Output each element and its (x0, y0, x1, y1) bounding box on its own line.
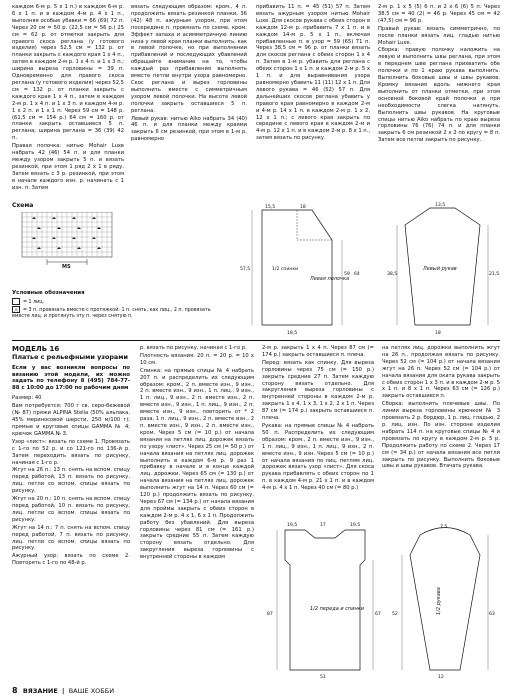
dim-text: 51 (320, 675, 326, 680)
paragraph: на петлях лиц. дорожки выполнить жгут на 26 п., продолжая вязать по рисунку. Через 52 см (= 104 р.) от начала вязания жгут на 26 п. Через 52 см (= 104 р.) от начала вязания для оката рукава закрыть с обеих сторон 1 х 3 п. и в каждом 2-м р. 5 х 1 п. и 8 х 1 п. Через 63 см (= 126 р.) закрыть оставшиеся п. (382, 345, 500, 400)
top-col-4 (378, 4, 500, 145)
left-sleeve-sketch (385, 200, 500, 340)
paragraph: Вам потребуется: 700 г св. серо-бежевой (№ 87) пряжи ALPINA Stella (50% альпака, 45% мериносовой шерсти, 250 м/100 г); прямые и круговые спицы GAMMA № 4; крючок GAMMA № 3. (12, 403, 130, 437)
dim-text: 1/2 спинки (272, 267, 299, 272)
footer-separator: | (62, 687, 65, 695)
dim-text: 7,5 (440, 525, 448, 530)
dim-text: 18 (300, 205, 306, 210)
paragraph: каждом 6-м р. 5 х 1 п.) в каждом 6-м р. 6 х 1 п. и в каждом 4-м р. 4 х 1 п., выполняя особые убавки = 66 (69) 72 п. Через 20 см = 50 р. (22,5 см = 56 р.) 25 см = 62 р. от отметки закрыть для правого скоса реглана (у готового изделия) через 52,5 см = 132 р. от планки закрыть с каждого края 1 х 4 п., затем в каждом 2-м р. 1 х 4 п. и 1 х 3 п.; ширина вырезa горловины = 39 п. Одновременно для правого скоса реглана (у готового изделия) через 52,5 см = 132 р. от планки закрыть с каждого края 1 х 4 п., затем в каждом 2-м р. 1 х 4 п. и 1 х 3 п. и каждом 4-м р. 1 х 2 п. и 1 х 1 п. Через 59 см = 148 р. (61,5 см = 154 р.) 64 см = 160 р. от планки закрыть оставшиеся 5 п. реглана; ширина реглана = 36 (39) 42 п. (12, 4, 124, 142)
dim-text: 19,5 (287, 523, 298, 528)
bottom-col-1 (12, 345, 130, 568)
repeat-label: MS (62, 264, 71, 270)
top-col-3 (256, 4, 370, 143)
paragraph: Перед: вязать как спинку. Для выреза горловины через 75 см (= 150 р.) закрыть средние 27 п. Затем каждую сторону вязать отдельно. Для закругления выреза горловины с внутренней стороны в каждом 2-м р. закрыть 1 х 4, 1 х 3, 1 х 2, 2 х 1 п. Через 87 см (= 174 р.) закрыть оставшиеся п. плеча. (262, 359, 374, 422)
legend-title: Условные обозначения (12, 290, 85, 296)
sketch-label: 1/2 рукава (436, 587, 442, 615)
sleeve-outline-graphic (385, 200, 500, 340)
sketch-label: Левая полочка (310, 276, 350, 282)
knit-stitch-icon (12, 298, 20, 305)
page-number: 8 (12, 686, 18, 695)
dim-text: 57,5 (240, 267, 251, 272)
paragraph: Правая полочка: нитью Mohair Luxe набрать 42 (46) 54 п. и для планки между узором закрыть 5 п. и вязать резинкой, при этом 1 ряд 2 х 1 в ряду. Затем вязать с 3 р. резинкой, при этом в начале каждого изн. р. начинать с 1 изн. п. Затем (12, 143, 124, 191)
paragraph: Ажурный узор: вязать по схеме 2. Повторять с 1-го по 48-й р. (12, 553, 130, 567)
paragraph: вязать следующим образом: кром., 4 п. продолжить вязать резинкой планки, 36 (42) 48 п. ажурным узором, при этом посередине п. провязать по схеме, кром. Эффект запаха и асимметричную линию низа у левой края планки выполнить, как в левой полочке, но при выполнении прибавлений и последующих убавлений обращайте внимание на то, чтобы каждый раз прибавления выполнять вместе петли внутри узора равномерно. Скос реглана и вырез горловины выполнить вместе с симметричным узором левой полочки. На высоте левой полочки закрыть оставшиеся 5 п. реглана. (131, 4, 247, 114)
paragraph: Правый рукав: вязать симметрично, по после планки вязать лиц. гладью нитью Mohair Luxe. (378, 25, 500, 46)
section-divider (12, 340, 500, 341)
paragraph: прибавить 11 п. = 45 (51) 57 п. Затем вязать ажурным узором нитью Mohair Luxe. Для скосов рукава с обеих сторон в каждом 12-м р. прибавить 7 х 1 п. и в каждом 14-м р. 5 х 1 п., включая прибавленные п. в узор = 59 (65) 71 п. Через 38,5 см = 96 р. от планки вязать для скосов реглана с обеих сторон 1 х 4 п. Затем в 1-м р. убавить для реглана с обеих сторон 1 х 1 п. и каждом 2-м р. 5 х 1 п. и для выравнивания узора равномерно убавить 11 (11) 12 х 1 п. Для левого рукава = 46 (52) 57 п. Для дальнейших скосов реглана убавить у правого края равномерно в каждом 2-м и 4-м р. 14 х 1 п. в каждом 2-м р. 1 х 2, 12 х 1 п.; с левого края закрыть по середине с левого края в каждом 2-м и 4-м р. 12 х 1 п. и в каждом 2-м р. 8 х 1 п., затем вязать по рисунку. (256, 4, 370, 142)
hint-text: Если у вас возникли вопросы по вязанию этой модели, их можно задать по телефону 8 (495) 784-77-88 с 10:00 до 17:00 по рабочим дням (12, 365, 130, 391)
page-footer (12, 686, 114, 695)
dim-text: 64 (354, 272, 360, 277)
decrease-stitch-icon: ⋀ (12, 306, 20, 313)
bottom-col-3 (262, 345, 374, 493)
magazine-title: ВЯЗАНИЕ (22, 687, 58, 695)
paragraph: Жгут на 26 п.: 13 п. снять на вспом. спицу перед работой, 13 п. вязать по рисунку, лиц. петли со вспом. спицы вязать по рисунку. (12, 467, 130, 495)
legend-item: ⋀ = 3 п. провязать вместе с протяжкой: 1 п. снять, как лиц., 2 п. провязать вместе лиц. и протянуть эту п. через снятую п. (12, 307, 211, 319)
model-number: МОДЕЛЬ 16 (12, 345, 60, 353)
paragraph: Сборка: выполнить плечевые швы. По линии выреза горловины крючком № 3 провязать 2 р. бордюр, 1 р. лиц. гладью, 2 р. лиц. изн. По изн. стороне изделия набрать 114 п. на круговые спицы № 4 и провязать по кругу в каждом 2-м р. 5 р. Продолжить работу по схеме 2. Через 17 см (= 34 р.) от начала вязания все петли закрыть по рисунку. Выполнить боковые швы и швы рукавов. Втачать рукава. (382, 401, 500, 470)
schema-label: Схема (12, 202, 34, 209)
paragraph: Жгут на 20 п.: 10 п. снять на вспом. спицу перед работой, 10 п. вязать по рисунку, лиц. петли со вспом. спицы вязать по рисунку. (12, 496, 130, 523)
bottom-col-2 (140, 345, 254, 562)
top-col-1 (12, 4, 124, 192)
model-title: Платье с рельефными узорами (12, 353, 128, 361)
dim-text: 21,5 (489, 272, 500, 277)
dress-outline-graphic (265, 520, 385, 680)
magazine-subtitle: ВАШЕ ХОББИ (68, 687, 115, 695)
paragraph: Левый рукав: нитью Aiko набрать 34 (40) 46 п. и для планки между краями закрыть 6 см резинкой, при этом в 1-м р. равномерно (131, 115, 247, 143)
paragraph: Рукава: на прямые спицы № 4 набрать 50 п. Распределить их следующим образом: кром., 2 п. вместе изн., 9 изн., 1 п. лиц., 9 изн., 1 п. лиц., 9 изн., 2 п. вместе изн., 9 изн. Через 5 см (= 10 р.) от начала вязания по лиц. петлям лиц. дорожек вязать узор «лист». Для скоса рукава прибавлять с обеих сторон по 1 п. в каждом 4-м р. 21 х 1 п. и в каждом 4-м р. 4 х 1 п. Через 40 см (= 80 р.) (262, 422, 374, 492)
paragraph: 2-м р. закрыть 1 х 4 п. Через 87 см (= 174 р.) закрыть оставшиеся п. плеча. (262, 345, 374, 358)
legend-item: = 1 лиц. (12, 298, 227, 306)
paragraph: 2-м р. 1 х 5 (5) 6 п. и 2 х 6 (6) 5 п. Через 38,5 см = 40 (2) = 46 р. Через 45 см = 42 (47,5) см = 96 р. (378, 4, 500, 24)
top-col-2 (131, 4, 247, 144)
dress-sketch (265, 520, 385, 680)
dim-text: 12 (438, 675, 444, 680)
paragraph: Спинка: на прямые спицы № 4 набрать 207 п. и распределить их следующим образом: кром., 2 п. вместе изн., 9 изн., 2 п. вместе изн., 9 изн., 1 п. лиц., 9 изн., 1 п. лиц., 9 изн., 2 п. вместе изн., 2 п. вместе изн., 9 изн., 1 п. лиц., 9 изн., 2 п. вместе изн., 9 изн., повторить от * 2 раза, 1 п. лиц., 9 изн., 2 п. вместе изн., 2 п. вместе изн., 9 изн., 2 п. вместе изн., кром. Через 5 см (= 10 р.) от начала вязания на петлях лиц. дорожек вязать по узору «лист». Через 25 см (= 50 р.) от начала вязания на петлях лиц. дорожек выполнить в каждом 6-м р. 9 раз 1 прибавку в начале и в конце каждой лиц. дорожки. Через 65 см (= 130 р.) от начала вязания на петлях лиц. дорожек выполнить жгут на 14 п. Через 60 см (= 120 р.) продолжить вязать по рисунку. Через 67 см (= 134 р.) от начала вязания для проймы закрыть с обеих сторон в каждом 2-м р. 4 х 1, 6 х 1 п. Продолжить работу без убавлений. Для выреза горловины через 81 см (= 161 р.) закрыть средние 55 п. Затем каждую сторону вязать отдельно. Для закругления выреза горловины с внутренней стороны в каждом (140, 367, 254, 561)
garment-outline-graphic (232, 200, 382, 340)
paragraph: Узор «лист»: вязать по схеме 1. Провязать с 1-го по 52 р. и со 121-го по 136-й р. Затем переходить вязать по рисунку, начиная с 1-го р. (12, 438, 130, 466)
paragraph: Размер: 40 (12, 395, 42, 402)
paragraph: Сборка: правую полочку наложить на левую и выполнить швы реглана, при этом в переднем шве реглана прихватить обе полочки и по 1 краю рукава выполнить. Выполнить боковые швы и швы рукавов. Кромку вязания вдоль нижнего края выполнить от планки отметки, при этом основной боковой край полочки и при необходимости слегка натянуть. Выполнить швы рукавов. На круговые спицы нитью Aiko набрать по краю вырезa горловины 76 (76) 74 п. и для планки закрыть 6 см резинкой 2 х 2 по кругу = 8 п. Затем все петли закрыть по рисунку. (378, 47, 500, 144)
left-shelf-sketch (232, 200, 382, 340)
sleeve-outline-graphic (390, 520, 500, 680)
paragraph: Плотность вязания: 20 п. = 20 р. = 10 х 10 см. (140, 352, 254, 366)
dim-text: 59 (344, 272, 350, 277)
dim-text: 38,5 (387, 272, 398, 277)
dim-text: 13,5 (435, 203, 446, 208)
dim-text: 17 (320, 523, 326, 528)
dim-text: 87 (267, 612, 273, 617)
dim-text: 15,5 (265, 205, 276, 210)
dim-text: 19,5 (350, 523, 361, 528)
dim-text: 18,5 (287, 331, 298, 336)
sleeve-sketch (390, 520, 500, 680)
paragraph: р. вязать по рисунку, начиная с 1-го р. (140, 345, 247, 351)
knitting-chart (14, 212, 120, 272)
chart-grid-graphic (14, 212, 120, 272)
bottom-col-4 (382, 345, 500, 471)
paragraph: Жгут на 14 п.: 7 п. снять на вспом. спицу перед работой, 7 п. вязать по рисунку, лиц. петли со вспом. спицы вязать по рисунку. (12, 524, 130, 552)
sketch-label: Левый рукав (423, 266, 457, 272)
legend (12, 290, 227, 320)
dim-text: 63 (489, 612, 495, 617)
sketch-label: 1/2 переда и спинки (310, 606, 364, 612)
dim-text: 52 (392, 612, 398, 617)
dim-text: 67 (375, 612, 381, 617)
dim-text: 18 (435, 331, 441, 336)
